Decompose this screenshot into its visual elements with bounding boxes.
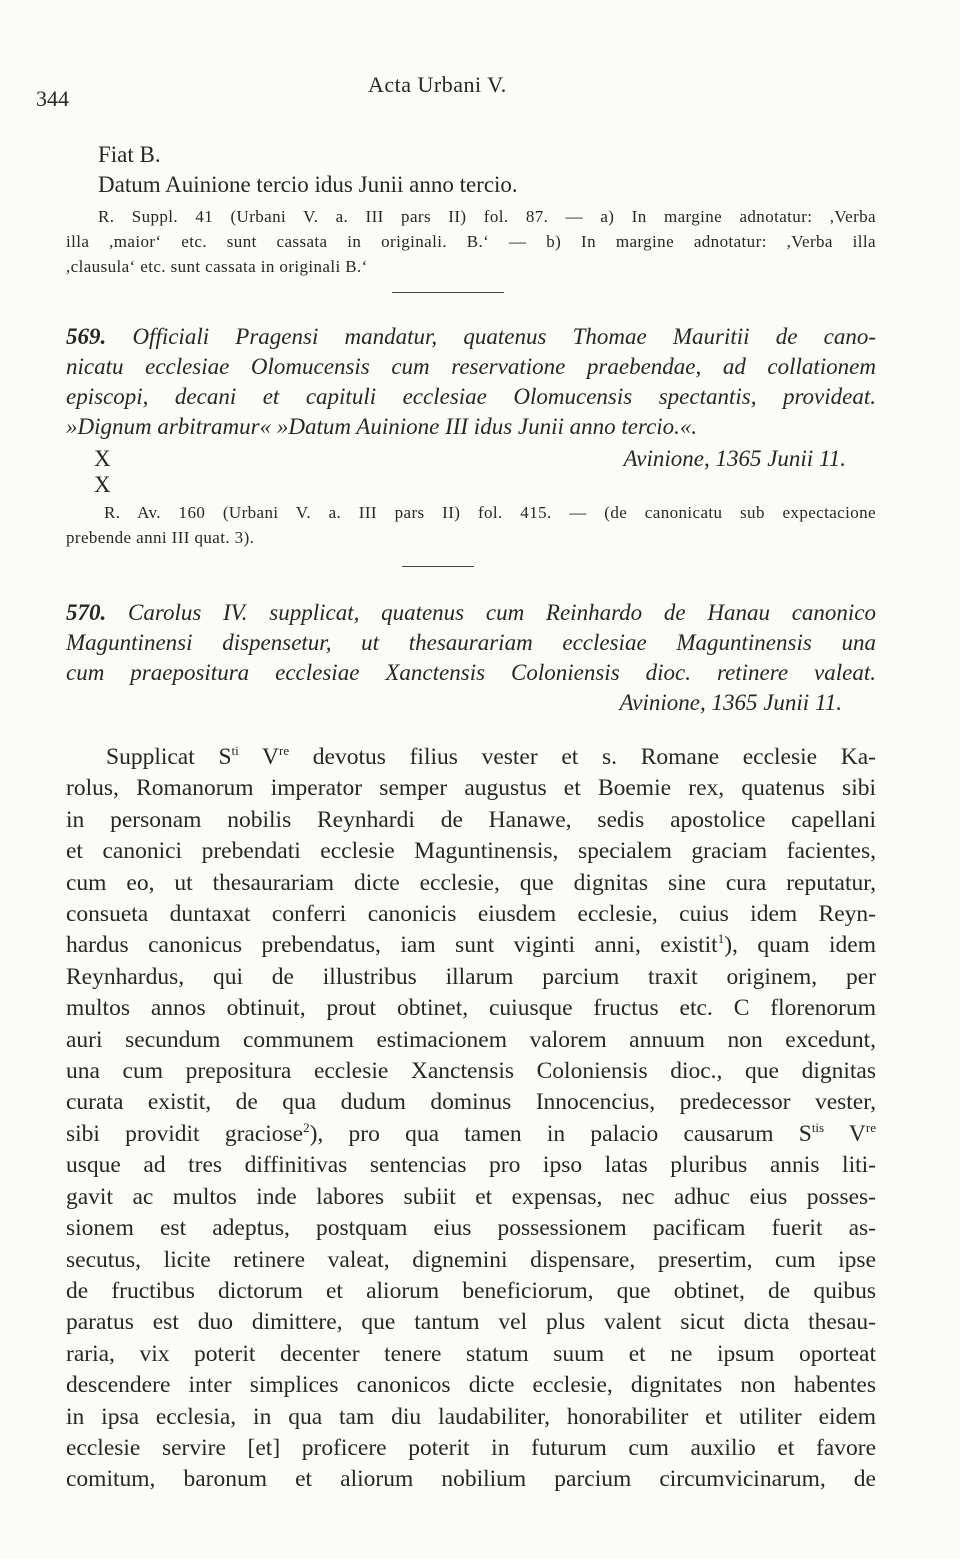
separator-rule — [402, 566, 474, 567]
body-line: sionem est adeptus, postquam eius possessionem pacificam fuerit as- — [66, 1215, 876, 1242]
footnote-line: ,clausula‘ etc. sunt cassata in originali B.‘ — [66, 257, 368, 276]
footnote-line: R. Av. 160 (Urbani V. a. III pars II) fol. 415. — (de canonicatu sub expectacione — [104, 503, 876, 522]
datum-line: Datum Auinione tercio idus Junii anno tercio. — [98, 172, 518, 197]
entry-title-text: Officiali Pragensi mandatur, quatenus Thomae Mauritii de cano- — [132, 324, 877, 349]
body-line: usque ad tres diffinitivas sentencias pro ipso latas pluribus annis liti- — [66, 1152, 876, 1179]
place-date: Avinione, 1365 Junii 11. — [623, 446, 846, 471]
body-line: consueta duntaxat conferri canonicis eiusdem ecclesie, cuius idem Reyn- — [66, 901, 876, 928]
body-line: rolus, Romanorum imperator semper augustus et Boemie rex, quatenus sibi — [66, 775, 876, 802]
body-line: raria, vix poterit decenter tenere statum suum et ne ipsum oporteat — [66, 1340, 876, 1367]
entry-570 — [66, 598, 876, 1496]
body-line: una cum prepositura ecclesie Xanctensis Coloniensis dioc., que dignitas — [66, 1058, 876, 1085]
entry-title-line: cum praepositura ecclesiae Xanctensis Coloniensis dioc. retinere valeat. — [66, 660, 876, 685]
body-line: multos annos obtinuit, prout obtinet, cuiusque fructus etc. C florenorum — [66, 995, 876, 1022]
footnote-line: R. Suppl. 41 (Urbani V. a. III pars II) fol. 87. — a) In margine adnotatur: ,Verba — [98, 207, 876, 226]
entry-title-line: Maguntinensi dispensetur, ut thesaurariam ecclesiae Maguntinensis una — [66, 630, 876, 655]
running-title: Acta Urbani V. — [368, 72, 507, 97]
separator-rule — [392, 292, 504, 293]
body-line: paratus est duo dimittere, que tantum vel plus valent sicut dicta thesau- — [66, 1309, 876, 1336]
body-line: de fructibus dictorum et aliorum beneficiorum, que obtinet, de quibus — [66, 1277, 876, 1304]
page-number: 344 — [36, 86, 69, 111]
body-line: secutus, licite retinere valeat, dignemini dispensare, presertim, cum ipse — [66, 1246, 876, 1273]
body-line: cum eo, ut thesaurariam dicte ecclesie, que dignitas sine cura reputatur, — [66, 869, 876, 896]
body-line: in personam nobilis Reynhardi de Hanawe, sedis apostolice capellani — [66, 806, 876, 833]
entry-number: 569. — [66, 324, 107, 349]
entry-title-line: episcopi, decani et capituli ecclesiae Olomucensis spectantis, provideat. — [66, 384, 876, 409]
body-line: descendere inter simplices canonicos dicte ecclesie, dignitates non habentes — [66, 1372, 876, 1399]
entry-569 — [66, 322, 876, 550]
fiat-line: Fiat B. — [98, 142, 161, 167]
cross-mark: X — [94, 446, 111, 471]
previous-entry-ending — [66, 140, 876, 279]
body-line: sibi providit graciose$^2$), pro qua tamen in palacio causarum $S^{tis}$ Vre — [66, 1120, 876, 1147]
body-line: et canonici prebendati ecclesie Maguntinensis, specialem graciam facientes, — [66, 838, 876, 865]
entry-title-text: Carolus IV. supplicat, quatenus cum Reinhardo de Hanau canonico — [128, 600, 877, 625]
body-line: Reynhardus, qui de illustribus illarum parcium traxit originem, per — [66, 963, 876, 990]
entry-title-line — [66, 598, 876, 628]
body-line: Supplicat $S^{ti}$ Vre devotus filius vester et s. Romane ecclesie Ka- — [106, 743, 876, 770]
body-line: auri secundum communem estimacionem valorem annuum non excedunt, — [66, 1026, 876, 1053]
entry-title-line — [66, 322, 876, 352]
page-header — [36, 72, 896, 112]
entry-title-line: nicatu ecclesiae Olomucensis cum reservatione praebendae, ad collationem — [66, 354, 876, 379]
footnote-line: illa ,maior‘ etc. sunt cassata in originali. B.‘ — b) In margine adnotatur: ,Verba illa — [66, 232, 876, 251]
body-line: hardus canonicus prebendatus, iam sunt viginti anni, existit$^1$), quam idem — [66, 931, 876, 959]
body-line: gavit ac multos inde labores subiit et expensas, nec adhuc eius posses- — [66, 1183, 876, 1210]
supplication-body — [66, 742, 876, 1496]
body-line: ecclesie servire [et] proficere poterit in futurum cum auxilio et favore — [66, 1434, 876, 1461]
cross-mark: X — [94, 472, 111, 497]
place-date: Avinione, 1365 Junii 11. — [619, 690, 842, 715]
body-line: curata existit, de qua dudum dominus Innocencius, predecessor vester, — [66, 1089, 876, 1116]
entry-title-line: »Dignum arbitramur« »Datum Auinione III idus Junii anno tercio.«. — [66, 414, 698, 439]
body-line: comitum, baronum et aliorum nobilium parcium circumvicinarum, de — [66, 1466, 876, 1493]
marks-and-date — [66, 442, 876, 496]
footnote-line: prebende anni III quat. 3). — [66, 528, 255, 547]
entry-number: 570. — [66, 600, 107, 625]
body-line: in ipsa ecclesia, in qua tam diu laudabiliter, honorabiliter et utiliter eidem — [66, 1403, 876, 1430]
